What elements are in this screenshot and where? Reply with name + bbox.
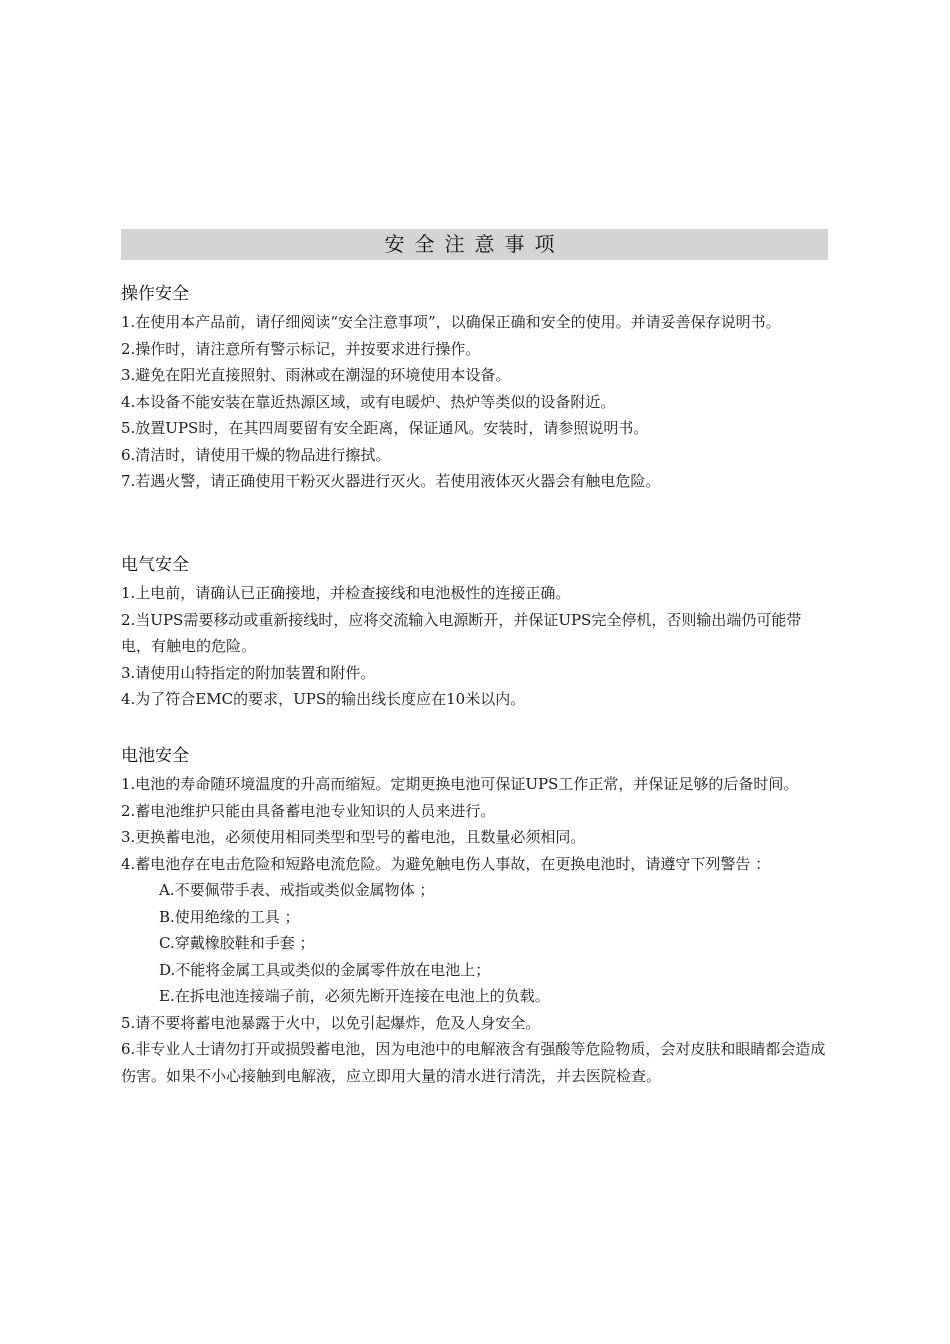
list-item: 4.蓄电池存在电击危险和短路电流危险。为避免触电伤人事故，在更换电池时，请遵守下列警告 ：: [121, 854, 771, 873]
list-item: 6.非专业人士请勿打开或损毁蓄电池，因为电池中的电解液含有强酸等危险物质，会对皮肤和眼睛都会造成伤害。如果不小心接触到电解液，应立即用大量的清水进行清洗，并去医院检查。: [121, 1040, 826, 1085]
list-item: 2.操作时，请注意所有警示标记，并按要求进行操作。: [121, 339, 481, 358]
warning-sub-item: A.不要佩带手表、戒指或类似金属物体 ；: [159, 881, 435, 899]
list-item: 3.避免在阳光直接照射、雨淋或在潮湿的环境使用本设备。: [121, 366, 511, 384]
warning-sub-item: C.穿戴橡胶鞋和手套 ；: [159, 934, 315, 952]
list-item: 4.本设备不能安装在靠近热源区域，或有电暖炉、热炉等类似的设备附近。: [121, 392, 616, 411]
list-item: 3.请使用山特指定的附加装置和附件。: [121, 663, 376, 682]
list-item: 5.放置UPS时，在其四周要留有安全距离，保证通风。安装时，请参照说明书。: [121, 419, 649, 437]
section-battery-safety: [121, 743, 831, 1089]
list-item: 5.请不要将蓄电池暴露于火中，以免引起爆炸，危及人身安全。: [121, 1013, 541, 1032]
section-operation-safety: [121, 281, 831, 495]
list-item: 7.若遇火警，请正确使用干粉灭火器进行灭火。若使用液体灭火器会有触电危险。: [121, 472, 661, 490]
list-item: 1.电池的寿命随环境温度的升高而缩短。定期更换电池可保证UPS工作正常，并保证足够的后备时间。: [121, 775, 799, 793]
section-heading: 电池安全: [121, 746, 189, 766]
page-title: 安全注意事项: [121, 229, 828, 260]
warning-sub-item: E.在拆电池连接端子前，必须先断开连接在电池上的负载。: [159, 987, 550, 1005]
section-heading: 电气安全: [121, 555, 189, 575]
list-item: 2.当UPS需要移动或重新接线时，应将交流输入电源断开，并保证UPS完全停机，否则输出端仍可能带电，有触电的危险。: [121, 610, 802, 655]
list-item: 3.更换蓄电池，必须使用相同类型和型号的蓄电池，且数量必须相同。: [121, 828, 586, 846]
list-item: 6.清洁时，请使用干燥的物品进行擦拭。: [121, 445, 391, 464]
list-item: 2.蓄电池维护只能由具备蓄电池专业知识的人员来进行。: [121, 801, 496, 820]
section-heading: 操作安全: [121, 284, 189, 304]
warning-sub-item: D.不能将金属工具或类似的金属零件放在电池上；: [159, 960, 491, 979]
list-item: 1.上电前，请确认已正确接地，并检查接线和电池极性的连接正确。: [121, 584, 571, 602]
section-electrical-safety: [121, 552, 831, 713]
list-item: 1.在使用本产品前，请仔细阅读“安全注意事项”，以确保正确和安全的使用。并请妥善保存说明书。: [121, 313, 781, 331]
list-item: 4.为了符合EMC的要求，UPS的输出线长度应在10米以内。: [121, 690, 526, 708]
warning-sub-item: B.使用绝缘的工具 ；: [159, 907, 300, 926]
